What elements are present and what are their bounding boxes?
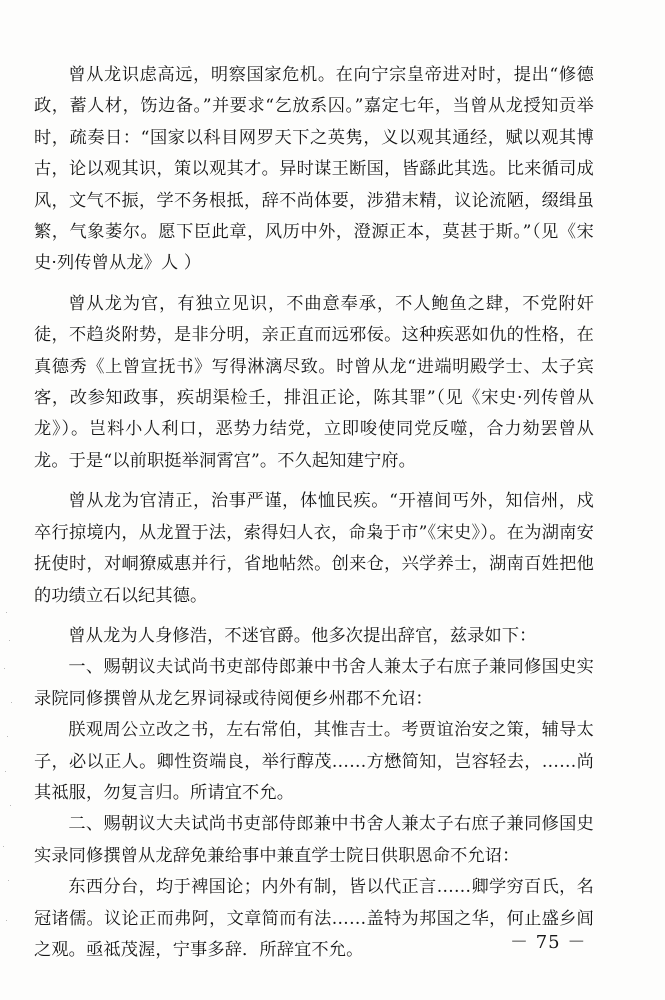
scan-speck	[4, 668, 5, 669]
scan-speck	[3, 846, 4, 847]
scan-speck	[7, 736, 8, 737]
scan-speck	[8, 880, 9, 881]
paragraph-2: 曾从龙为官，有独立见识，不曲意奉承，不人鲍鱼之肆，不党附奸徒，不趋炎附势，是非分明，亲正直而远邪佞。这种疾恶如仇的性格，在真德秀《上曾宣抚书》写得淋漓尽致。时曾从龙“进端明殿学士、太子宾客，改参知政事，疾胡渠检壬，排沮正论，陈其罪”（见《宋史·列传曾从龙》）。岂料小人利口，恶势力结党，立即唆使同党反噬，合力劾罢曾从龙。于是“以前职挺举洞霄宫”。不久起知建宁府。	[34, 293, 594, 471]
page-number: － 75 －	[510, 932, 587, 953]
scan-speck	[6, 920, 7, 921]
scan-speck	[10, 805, 11, 806]
body-text	[34, 60, 594, 966]
paragraph-4: 曾从龙为人身修浩，不迷官爵。他多次提出辞官，兹录如下：	[68, 625, 537, 646]
scan-speck	[9, 640, 10, 641]
paragraph-7: 二、赐朝议大夫试尚书吏部侍郎兼中书舍人兼太子右庶子兼同修国史实录同修撰曾从龙辞免兼给事中兼直学士院日供职恩命不允诏：	[34, 814, 594, 866]
scan-speck	[5, 771, 6, 772]
scan-speck	[11, 702, 12, 703]
scan-speck	[6, 612, 7, 613]
paragraph-3: 曾从龙为官清正，治事严谨，体恤民疾。“开禧间丐外，知信州，戍卒行掠境内，从龙置于法，索得妇人衣，命枭于市”《宋史》）。在为湖南安抚使时，对峒獠威惠并行，省地帖然。创来仓，兴学养士，湖南百姓把他的功绩立石以纪其德。	[34, 491, 594, 606]
paragraph-6: 朕观周公立改之书，左右常伯，其惟吉士。考贾谊治安之策，辅导太子，必以正人。卿性资端良，举行醇茂……方懋简知，岂容轻去，……尚其祗服，勿复言归。所请宜不允。	[34, 720, 594, 803]
paragraph-1: 曾从龙识虑高远，明察国家危机。在向宁宗皇帝进对时，提出“修德政，蓄人材，饬边备。”并要求“乞放系囚。”嘉定七年，当曾从龙授知贡举时，疏奏日：“国家以科目网罗天下之英隽，义以观其通经，赋以观其博古，论以观其识，策以观其才。异时谋王断国，皆繇此其选。比来循司成风，文气不振，学不务根抵，辞不尚体要，涉猎末精，议论流陋，缀缉虽繁，气象萎尔。愿下臣此章，风历中外，澄源正本，莫甚于斯。”（见《宋史·列传曾从龙》人 ）	[34, 65, 594, 274]
paragraph-8: 东西分台，均于裨国论；内外有制，皆以代正言……卿学穷百氏，名冠诸儒。议论正而弗阿，文章简而有法……盖特为邦国之华，何止盛乡闾之观。亟祗茂渥，宁事多辞．所辞宜不允。	[34, 877, 594, 960]
paragraph-5: 一、赐朝议夫试尚书吏部侍郎兼中书舍人兼太子右庶子兼同修国史实录院同修撰曾从龙乞界词禄或待阅便乡州郡不允诏：	[34, 657, 594, 709]
